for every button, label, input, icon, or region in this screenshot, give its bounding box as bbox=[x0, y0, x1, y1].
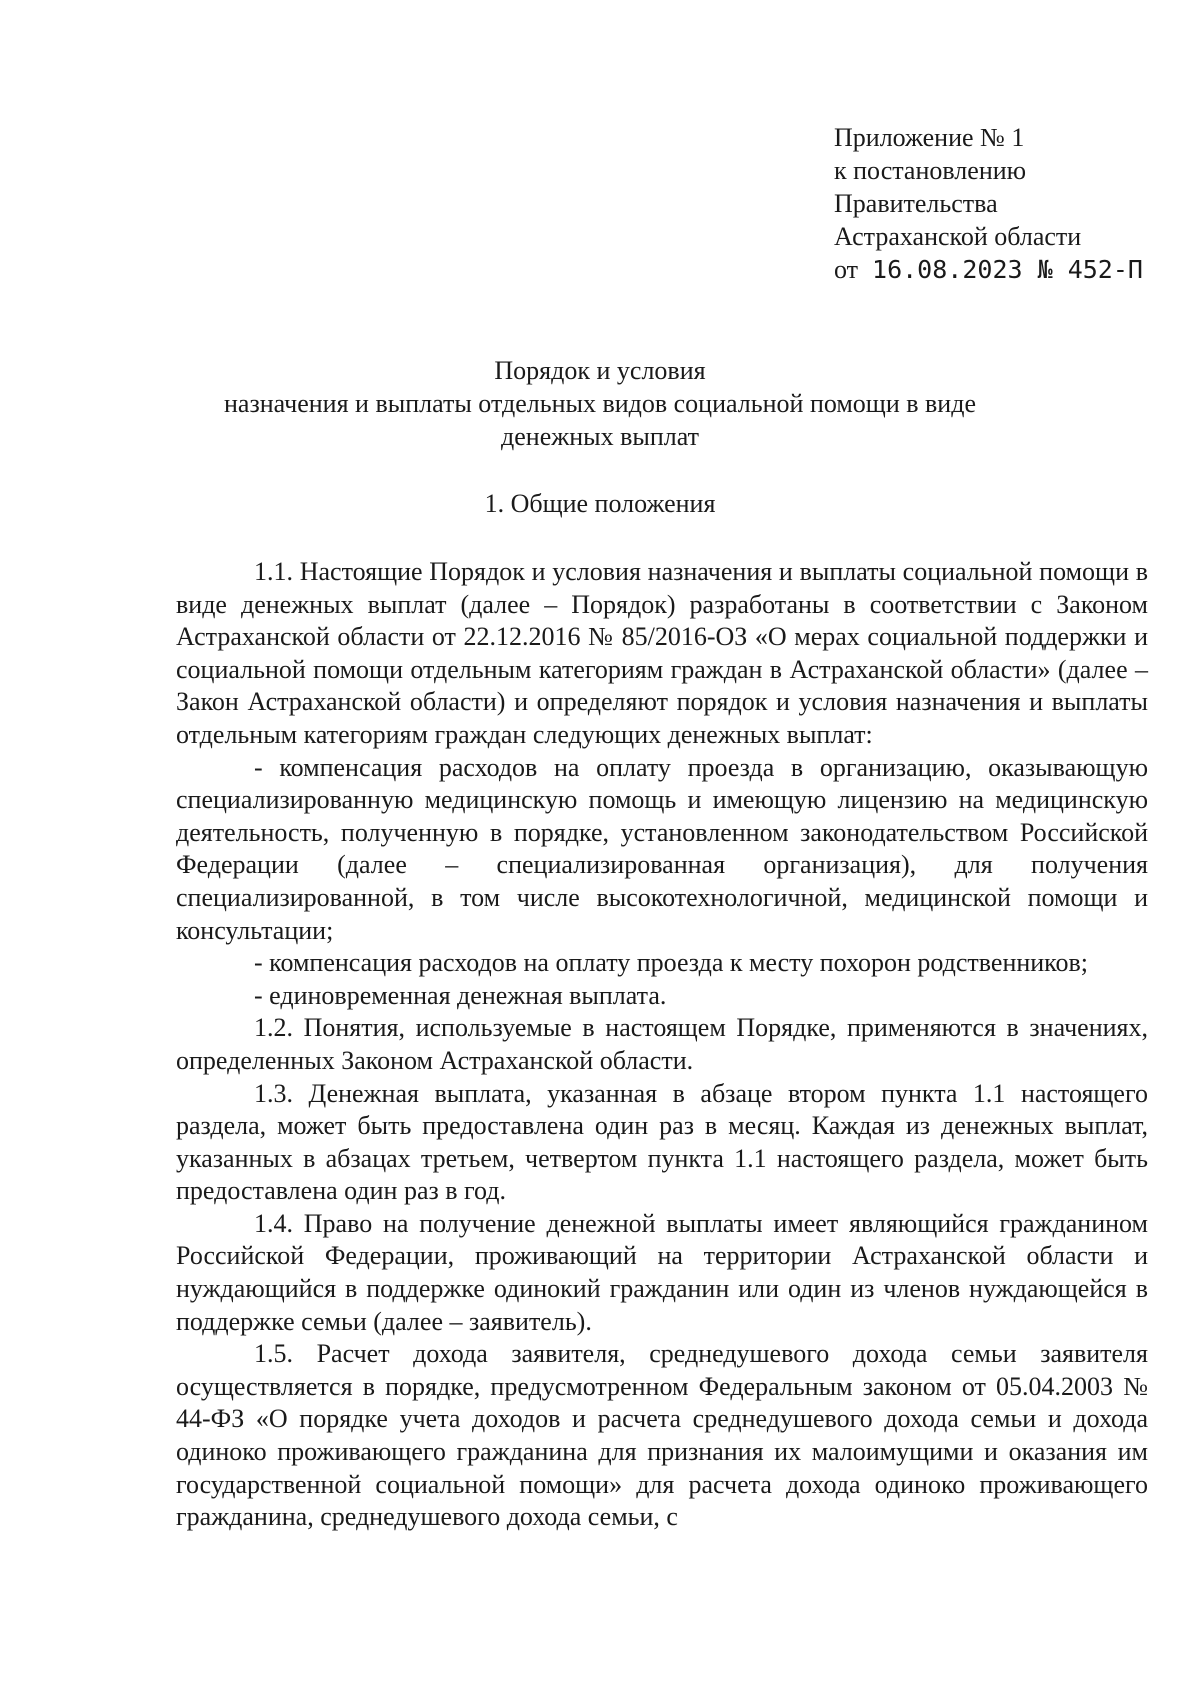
paragraph-1-3: 1.3. Денежная выплата, указанная в абзаце втором пункта 1.1 настоящего раздела, может быть предоставлена один раз в месяц. Каждая из денежных выплат, указанных в абзацах третьем, четвертом пункта 1.1 настоящего раздела, может быть предоставлена один раз в год. bbox=[176, 1078, 1148, 1206]
title-line-2: назначения и выплаты отдельных видов социальной помощи в виде bbox=[224, 389, 976, 418]
appendix-government: Правительства bbox=[834, 189, 998, 218]
list-item-travel-medical: - компенсация расходов на оплату проезда в организацию, оказывающую специализированную медицинскую помощь и имеющую лицензию на медицинскую деятельность, полученную в порядке, установленном законодательством Российской Федерации (далее – специализированная организация), для получения специализированной, в том числе высокотехнологичной, медицинской помощи и консультации; bbox=[176, 752, 1148, 945]
list-item-lump-sum: - единовременная денежная выплата. bbox=[254, 980, 667, 1010]
appendix-date-line bbox=[834, 253, 1143, 286]
document-title bbox=[160, 354, 1040, 453]
paragraph-1-4: 1.4. Право на получение денежной выплаты имеет являющийся гражданином Российской Федерации, проживающий на территории Астраханской области и нуждающийся в поддержке одинокий гражданин или один из членов нуждающейся в поддержке семьи (далее – заявитель). bbox=[176, 1208, 1148, 1336]
document-body bbox=[176, 556, 1148, 1534]
appendix-date-number: 16.08.2023 № 452-П bbox=[872, 255, 1143, 284]
appendix-region: Астраханской области bbox=[834, 222, 1082, 251]
appendix-resolution-ref: к постановлению bbox=[834, 156, 1027, 185]
title-line-1: Порядок и условия bbox=[494, 356, 706, 385]
title-line-3: денежных выплат bbox=[501, 422, 699, 451]
appendix-header bbox=[834, 121, 1143, 286]
appendix-from-label: от bbox=[834, 255, 859, 284]
paragraph-1-2: 1.2. Понятия, используемые в настоящем Порядке, применяются в значениях, определенных Законом Астраханской области. bbox=[176, 1013, 1148, 1075]
list-item-travel-funeral: - компенсация расходов на оплату проезда к месту похорон родственников; bbox=[254, 948, 1088, 978]
paragraph-1-5: 1.5. Расчет дохода заявителя, среднедушевого дохода семьи заявителя осуществляется в порядке, предусмотренном Федеральным законом от 05.04.2003 № 44-ФЗ «О порядке учета доходов и расчета среднедушевого дохода семьи и дохода одиноко проживающего гражданина для признания их малоимущими и оказания им государственной социальной помощи» для расчета дохода одиноко проживающего гражданина, среднедушевого дохода семьи, с bbox=[176, 1339, 1148, 1532]
appendix-number: Приложение № 1 bbox=[834, 123, 1025, 152]
section-heading: 1. Общие положения bbox=[484, 489, 716, 518]
paragraph-1-1: 1.1. Настоящие Порядок и условия назначения и выплаты социальной помощи в виде денежных выплат (далее – Порядок) разработаны в соответствии с Законом Астраханской области от 22.12.2016 № 85/2016-ОЗ «О мерах социальной поддержки и социальной помощи отдельным категориям граждан в Астраханской области» (далее – Закон Астраханской области) и определяют порядок и условия назначения и выплаты отдельным категориям граждан следующих денежных выплат: bbox=[176, 557, 1148, 749]
